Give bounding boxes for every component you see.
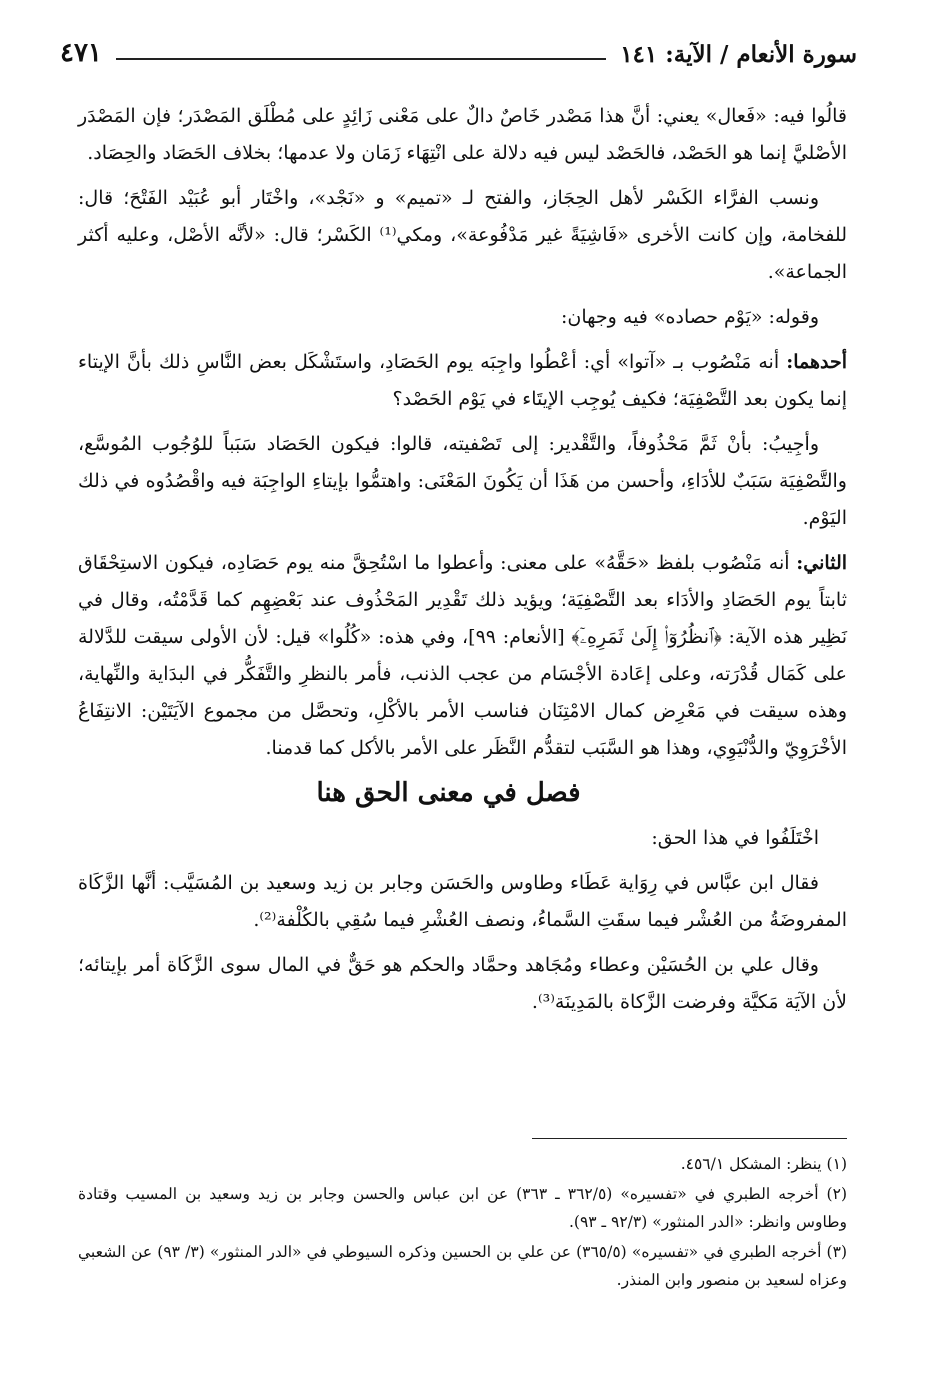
section-heading: فصل في معنى الحق هنا: [316, 778, 581, 808]
paragraph-4: [78, 344, 847, 418]
paragraph-9: وقال علي بن الحُسَيْن وعطاء ومُجَاهد وحمَّاد والحكم هو حَقٌّ في المال سوى الزَّكَاة أمر بإيتائه؛ لأن الآيَة مَكيَّة وفرضت الزَّكاة بالمَدِينَة⁽³⁾.: [78, 954, 847, 1013]
paragraph-2: ونسب الفرَّاء الكَسْر لأهل الحِجَاز، والفتح لـ «تميم» و «نَجْد»، واخْتَار أبو عُبَيْد الفَتْحَ؛ قال: للفخامة، وإن كانت الأخرى «فَاشِيَةً غير مَدْفُوعة»، ومكي⁽¹⁾ الكَسْر؛ قال: «لأنَّه الأصْل، وعليه أكثر الجماعة».: [78, 187, 847, 283]
paragraph-8: فقال ابن عبَّاس في رِوَاية عَطَاء وطاوس والحَسَن وجابر بن زيد وسعيد بن المُسَيَّب: أنَّها الزَّكَاة المفروضَةُ من العُشْر فيما سقَتِ السَّماءُ، ونصف العُشْرِ فيما سُقِي بالكُلْفة⁽²⁾.: [78, 872, 847, 931]
page-number: ٤٧١: [60, 38, 102, 68]
paragraph-5: وأجِيبُ: بأنْ ثَمَّ مَحْذُوفاً، والتَّقْدير: إلى تَصْفيته، قالوا: فيكون الحَصَاد سَبَباً للوُجُوب المُوسَّع، والتَّصْفِيَة سَبَبٌ للأدَاءِ، وأحسن من هَذَا أن يَكُونَ المَعْنَى: واهتمُّوا بإيتاءِ الواجِبَة فيه واقْصُدُوه في ذلك اليَوْم.: [78, 433, 847, 529]
paragraph-7: اخْتَلَفُوا في هذا الحق:: [651, 827, 819, 849]
paragraph-6-lead: الثاني:: [796, 552, 848, 574]
footnote-1: (١) ينظر: المشكل ٤٥٦/١.: [680, 1155, 847, 1173]
paragraph-4-lead: أحدهما:: [786, 351, 847, 373]
footnote-3: (٣) أخرجه الطبري في «تفسيره» (٣٦٥/٥) عن علي بن الحسين وذكره السيوطي في «الدر المنثور» (٣/ ٩٣) عن الشعبي وعزاه لسعيد بن منصور وابن المنذر.: [78, 1243, 847, 1289]
footnotes: [78, 1150, 847, 1296]
paragraph-3: وقوله: «يَوْم حصاده» فيه وجهان:: [561, 306, 819, 328]
header-rule: [116, 58, 606, 60]
paragraph-4-text: أنه مَنْصُوب بـ «آتوا» أي: أعْطُوا واجِبَه يوم الحَصَادِ، واستَشْكَل بعض النَّاسِ ذلك بأنَّ الإيتاء إنما يكون بعد التَّصْفِيَة؛ فكيف يُوجِب الإيتَاء في يَوْم الحَصْد؟: [78, 351, 847, 410]
main-text: [78, 98, 847, 1029]
paragraph-6: [78, 545, 847, 767]
running-header: [60, 28, 857, 68]
footnote-2: (٢) أخرجه الطبري في «تفسيره» (٣٦٢/٥ ـ ٣٦٣) عن ابن عباس والحسن وجابر بن زيد وسعيد بن المسيب وقتادة وطاوس وانظر: «الدر المنثور» (٩٢/٣ ـ ٩٣).: [78, 1185, 847, 1231]
paragraph-6-text: أنه مَنْصُوب بلفظ «حَقَّهُ» على معنى: وأعطوا ما اسْتُحِقَّ منه يوم حَصَادِه، فيكون الاستِحْقَاق ثابتاً يوم الحَصَادِ والأدَاء بعد التَّصْفِيَة؛ ويؤيد ذلك تَقْدِير المَحْذُوف عند بَعْضِهِم كما قَدَّمْتُه، وقال في نَظِير هذه الآية: ﴿ٱنظُرُوٓا۟ إِلَىٰ ثَمَرِهِۦٓ﴾ [الأنعام: ٩٩]، وفي هذه: «كُلُوا» قيل: لأن الأولى سيقت للدَّلالة على كَمَال قُدْرَته، وعلى إعَادة الأجْسَام من عجب الذنب، فأمر بالنظرِ والتَّفَكُّر في البدَاية والنِّهاية، وهذه سيقت في مَعْرِض كمال الامْتِنَان فناسب الأمر بالأكْلِ، وتحصَّل من مجموع الآيَتَيْن: الانتِفَاعُ الأخْرَوِيّ والدُّنْيَوِي، وهذا هو السَّبَب لتقدُّم النَّظَر على الأمر بالأكل كما قدمنا.: [78, 552, 847, 759]
paragraph-1: قالُوا فيه: «فَعال» يعني: أنَّ هذا مَصْدر خَاصٌ دالٌ على مَعْنى زَائِدٍ على مُطْلَق المَصْدَر؛ فإن المَصْدَر الأصْليَّ إنما هو الحَصْد، فالحَصْد ليس فيه دلالة على انْتِهَاء زَمَان ولا عدمها؛ بخلاف الحَصَاد والحِصَاد.: [78, 105, 847, 164]
footnote-rule: [532, 1138, 847, 1139]
header-title: سورة الأنعام / الآية: ١٤١: [620, 41, 857, 68]
